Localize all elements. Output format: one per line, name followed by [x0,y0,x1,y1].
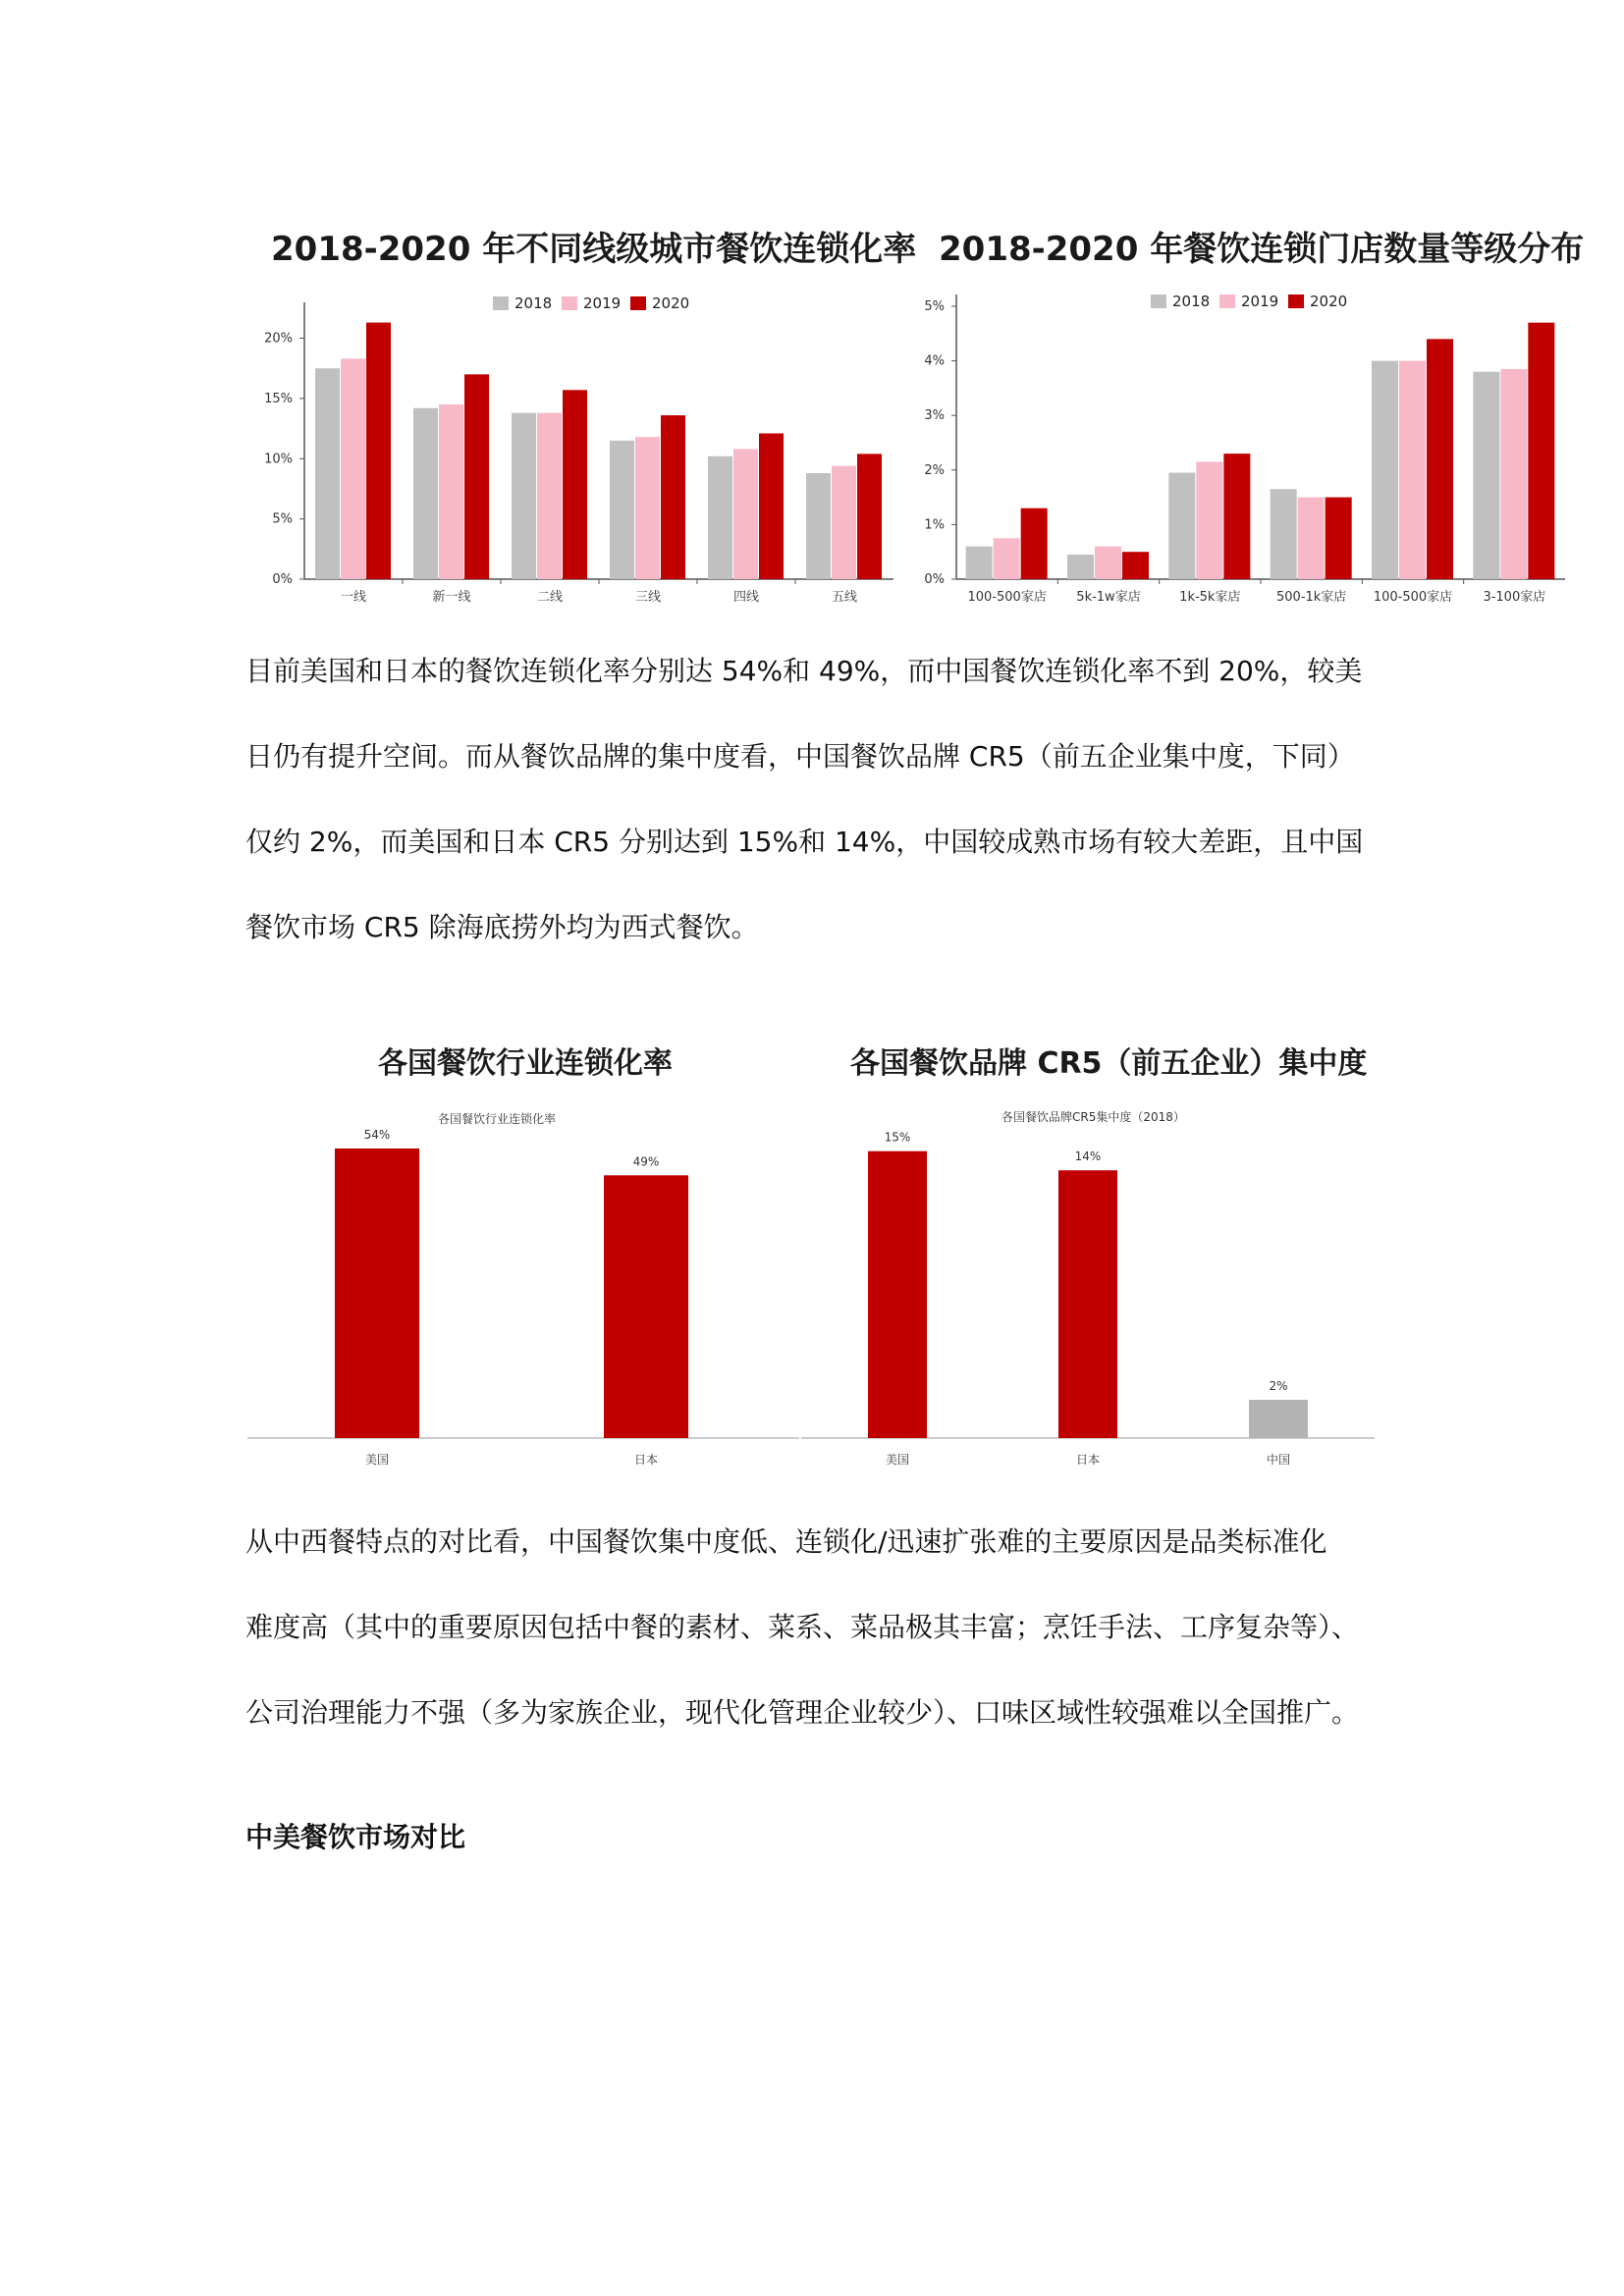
chart-title-chain-store-distribution: 2018-2020 年餐饮连锁门店数量等级分布 [939,230,1585,269]
bar-2020 [1427,339,1453,579]
bar-2018 [413,408,438,579]
paragraph-line: 仅约 2%，而美国和日本 CR5 分别达到 15%和 14%，中国较成熟市场有较大差距，且中国 [245,826,1364,858]
x-tick-label: 美国 [364,1453,390,1467]
bar [1249,1400,1308,1438]
legend-swatch [1219,294,1235,308]
y-tick-label: 1% [924,517,945,533]
legend-label: 2018 [1172,293,1211,310]
chart-cr5-concentration [797,1099,1379,1472]
x-tick-label: 500-1k家店 [1276,590,1347,605]
y-tick-label: 0% [272,572,293,587]
y-tick-label: 15% [264,391,293,406]
chart-country-chain-rate [244,1099,803,1472]
y-tick-label: 20% [264,331,293,347]
bar-2019 [1095,547,1121,579]
legend-swatch [630,296,646,310]
x-tick-label: 3-100家店 [1483,590,1546,605]
bar-2020 [1021,508,1048,579]
paragraph-line: 目前美国和日本的餐饮连锁化率分别达 54%和 49%，而中国餐饮连锁化率不到 20%，较美 [245,655,1363,687]
bar-2018 [512,413,536,579]
paragraph-line: 公司治理能力不强（多为家族企业，现代化管理企业较少）、口味区域性较强难以全国推广。 [245,1696,1360,1729]
x-tick-label: 中国 [1266,1453,1291,1467]
y-tick-label: 4% [924,353,945,369]
chart-chain-store-distribution [903,285,1571,618]
legend-swatch [562,296,577,310]
data-label: 2% [1269,1379,1288,1394]
x-tick-label: 100-500家店 [967,590,1047,605]
x-tick-label: 二线 [536,590,564,605]
bar-2018 [708,456,732,579]
bar-2018 [315,368,340,579]
bar-2020 [1122,552,1149,579]
legend-swatch [1151,294,1166,308]
y-tick-label: 10% [264,452,293,467]
chart-title-country-chain-rate: 各国餐饮行业连锁化率 [378,1046,673,1081]
x-tick-label: 美国 [885,1453,910,1467]
bar-2020 [1223,454,1250,579]
section-heading: 中美餐饮市场对比 [245,1821,466,1853]
x-tick-label: 一线 [340,590,367,605]
data-label: 15% [884,1130,911,1145]
chart-subtitle: 各国餐饮行业连锁化率 [438,1112,557,1126]
bar-2018 [1067,555,1094,579]
chart-subtitle: 各国餐饮品牌CR5集中度（2018） [1001,1110,1185,1124]
x-tick-label: 五线 [831,590,858,605]
x-tick-label: 5k-1w家店 [1076,590,1141,605]
bar-2018 [1372,361,1398,579]
bar-2019 [439,404,463,579]
bar-2019 [1399,361,1426,579]
data-label: 54% [363,1128,391,1142]
legend-swatch [1288,294,1304,308]
legend-label: 2019 [1241,293,1279,310]
data-label: 14% [1074,1149,1102,1164]
x-tick-label: 100-500家店 [1373,590,1453,605]
paragraph-chain-rate-analysis [245,628,1404,970]
paragraph-line: 从中西餐特点的对比看，中国餐饮集中度低、连锁化/迅速扩张难的主要原因是品类标准化 [245,1525,1327,1558]
bar-2020 [759,434,784,580]
y-tick-label: 3% [924,408,945,424]
bar [604,1175,688,1438]
bar-2020 [1528,323,1554,579]
bar-2019 [1500,369,1527,579]
bar-2018 [1168,473,1195,579]
bar [1058,1170,1117,1438]
bar-2018 [1473,372,1499,579]
bar-2018 [966,547,993,579]
legend-label: 2020 [1310,293,1348,310]
bar-2019 [1196,461,1222,579]
x-tick-label: 日本 [1075,1453,1101,1467]
legend-label: 2019 [583,294,622,312]
bar-2019 [537,413,562,579]
bar-2018 [1271,489,1297,579]
legend-label: 2018 [514,294,553,312]
bar-2020 [661,415,685,579]
bar-2020 [857,454,882,579]
bar-2018 [806,473,831,579]
paragraph-line: 难度高（其中的重要原因包括中餐的素材、菜系、菜品极其丰富；烹饪手法、工序复杂等）、 [245,1611,1360,1643]
bar-2020 [1326,498,1352,579]
bar-2019 [635,437,660,579]
y-tick-label: 5% [924,299,945,314]
bar-2019 [1298,498,1325,579]
paragraph-line: 日仍有提升空间。而从餐饮品牌的集中度看，中国餐饮品牌 CR5（前五企业集中度，下同） [245,740,1355,773]
bar [868,1151,927,1438]
y-tick-label: 2% [924,462,945,478]
y-tick-label: 5% [272,511,293,527]
bar-2018 [610,441,634,579]
chart-title-cr5-concentration: 各国餐饮品牌 CR5（前五企业）集中度 [850,1046,1368,1081]
x-tick-label: 1k-5k家店 [1179,590,1241,605]
bar-2019 [832,466,856,579]
chart-title-city-tier-chain-rate: 2018-2020 年不同线级城市餐饮连锁化率 [271,230,917,269]
bar-2019 [733,449,758,579]
paragraph-line: 餐饮市场 CR5 除海底捞外均为西式餐饮。 [245,911,759,943]
y-tick-label: 0% [924,572,945,587]
bar-2020 [464,374,489,579]
paragraph-concentration-reasons [245,1499,1404,1755]
bar-2019 [994,538,1020,579]
chart-city-tier-chain-rate [236,285,903,618]
data-label: 49% [632,1154,660,1169]
bar [335,1148,419,1438]
x-tick-label: 新一线 [432,590,471,605]
x-tick-label: 三线 [634,590,662,605]
bar-2020 [366,323,391,579]
bar-2020 [563,390,587,579]
bar-2019 [341,358,365,579]
legend-label: 2020 [652,294,690,312]
x-tick-label: 日本 [633,1453,659,1467]
legend-swatch [493,296,509,310]
x-tick-label: 四线 [732,590,760,605]
